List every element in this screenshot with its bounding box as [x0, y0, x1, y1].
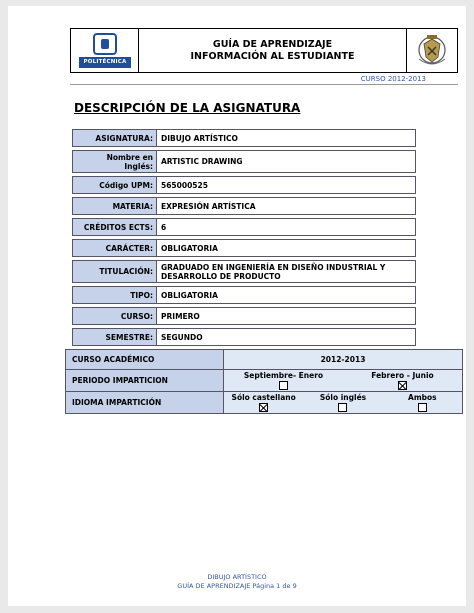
language-option-english [303, 393, 382, 413]
table-row [73, 219, 416, 236]
table-row [73, 261, 416, 283]
row-label: ASIGNATURA: [73, 130, 157, 147]
row-label: TITULACIÓN: [73, 261, 157, 283]
table-row [73, 130, 416, 147]
course-academic-value: 2012-2013 [224, 350, 463, 370]
period-options [224, 370, 463, 392]
row-value: GRADUADO EN INGENIERÍA EN DISEÑO INDUSTRIAL Y DESARROLLO DE PRODUCTO [157, 261, 416, 283]
table-row [66, 392, 463, 414]
period-option-label: Septiembre- Enero [243, 370, 324, 380]
header-title-line2: INFORMACIÓN AL ESTUDIANTE [190, 50, 355, 62]
row-label: CURSO: [73, 308, 157, 325]
footer-line2: GUÍA DE APRENDIZAJE Página 1 de 9 [177, 582, 297, 590]
language-option-label: Sólo inglés [319, 392, 367, 402]
language-option-spanish [224, 393, 303, 413]
checkbox-spanish-only[interactable] [259, 403, 268, 412]
section-title: DESCRIPCIÓN DE LA ASIGNATURA [74, 101, 301, 115]
checkbox-english-only[interactable] [338, 403, 347, 412]
language-option-both [383, 393, 462, 413]
academic-table [65, 349, 463, 414]
checkbox-sep-jan[interactable] [279, 381, 288, 390]
checkbox-feb-jun[interactable] [398, 381, 407, 390]
row-value: OBLIGATORIA [157, 240, 416, 257]
language-label: IDIOMA IMPARTICIÓN [66, 392, 224, 414]
row-label: Nombre en Inglés: [73, 151, 157, 173]
header-title-line1: GUÍA DE APRENDIZAJE [212, 38, 333, 50]
table-row [73, 308, 416, 325]
table-row [73, 329, 416, 346]
checkbox-both[interactable] [418, 403, 427, 412]
upm-logo [79, 33, 131, 69]
row-label: Código UPM: [73, 177, 157, 194]
language-option-label: Sólo castellano [231, 392, 296, 402]
row-value: PRIMERO [157, 308, 416, 325]
period-label: PERIODO IMPARTICION [66, 370, 224, 392]
row-value: 6 [157, 219, 416, 236]
table-row [66, 370, 463, 392]
period-option-sep-jan [224, 371, 343, 391]
table-row [66, 350, 463, 370]
period-option-feb-jun [343, 371, 462, 391]
row-value: DIBUJO ARTÍSTICO [157, 130, 416, 147]
header-divider [70, 84, 458, 85]
row-label: CRÉDITOS ECTS: [73, 219, 157, 236]
language-options [224, 392, 463, 414]
school-crest-icon [415, 33, 449, 69]
table-row [73, 240, 416, 257]
row-value: SEGUNDO [157, 329, 416, 346]
course-year-label: CURSO 2012-2013 [360, 75, 426, 83]
school-crest-cell [407, 29, 457, 72]
table-row [73, 151, 416, 173]
upm-logo-text: POLITÉCNICA [79, 57, 131, 68]
row-value: OBLIGATORIA [157, 287, 416, 304]
subject-table [72, 129, 416, 346]
table-row [73, 198, 416, 215]
footer-line1: DIBUJO ARTÍSTICO [207, 573, 267, 581]
period-option-label: Febrero - Junio [371, 370, 434, 380]
row-label: SEMESTRE: [73, 329, 157, 346]
row-label: MATERIA: [73, 198, 157, 215]
header-title [139, 29, 407, 72]
row-label: TIPO: [73, 287, 157, 304]
document-page [8, 6, 466, 606]
row-label: CARÁCTER: [73, 240, 157, 257]
language-option-label: Ambos [408, 392, 437, 402]
row-value: EXPRESIÓN ARTÍSTICA [157, 198, 416, 215]
table-row [73, 177, 416, 194]
course-academic-label: CURSO ACADÉMICO [66, 350, 224, 370]
upm-logo-cell [71, 29, 139, 72]
header-box [70, 28, 458, 73]
upm-emblem-icon [93, 33, 117, 55]
table-row [73, 287, 416, 304]
row-value: 565000525 [157, 177, 416, 194]
row-value: ARTISTIC DRAWING [157, 151, 416, 173]
